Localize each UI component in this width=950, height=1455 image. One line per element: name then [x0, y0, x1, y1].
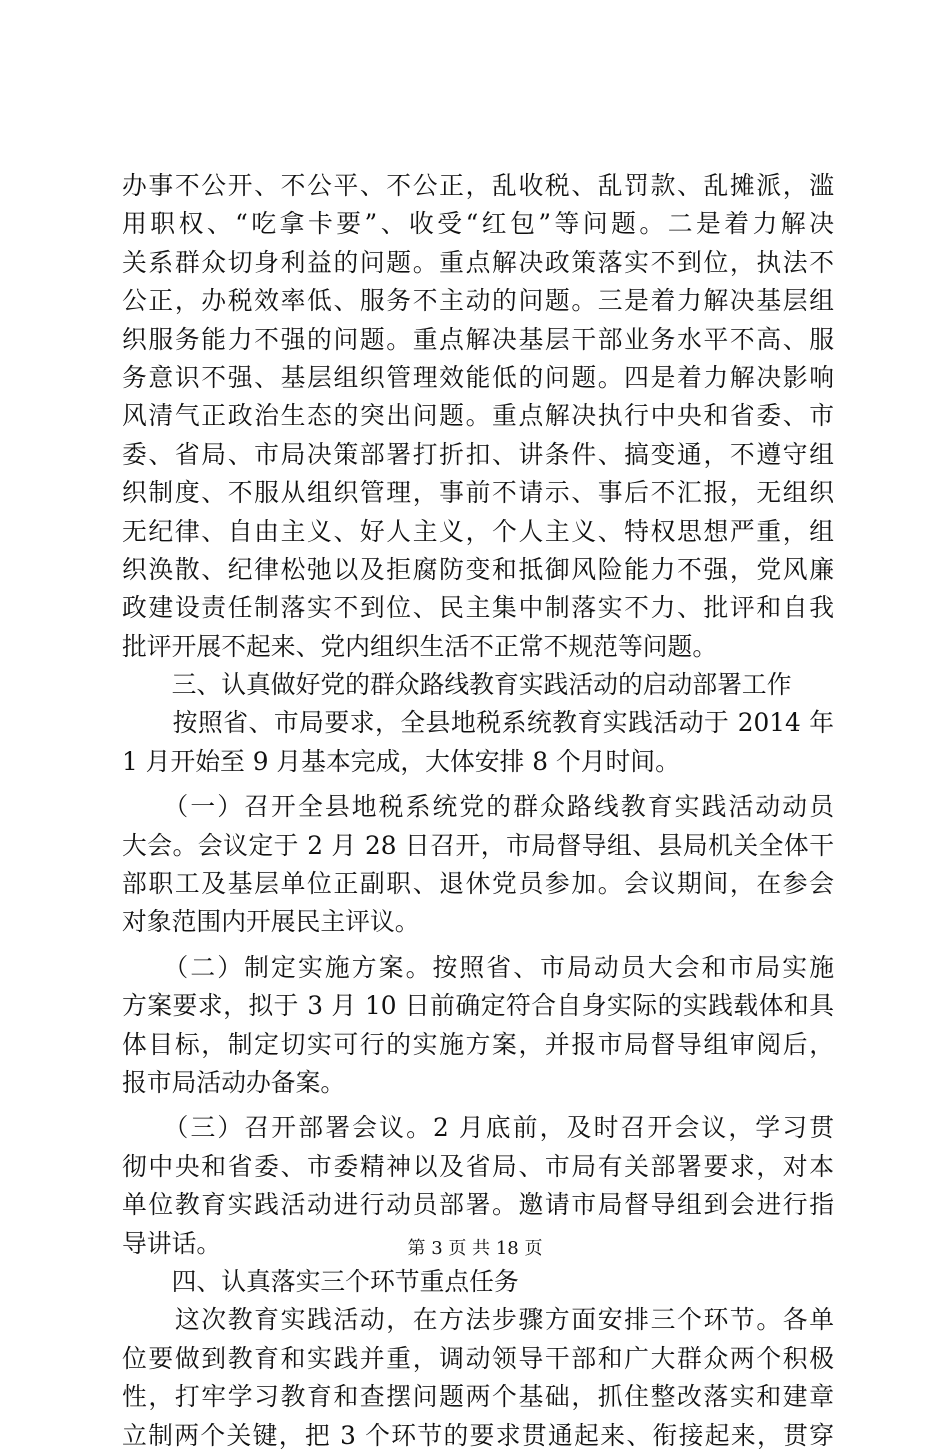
text-line: 按照省、市局要求，全县地税系统教育实践活动于 2014 年 — [122, 708, 834, 738]
section-heading: 四、认真落实三个环节重点任务 — [122, 1266, 519, 1296]
text-line: 委、省局、市局决策部署打折扣、讲条件、搞变通，不遵守组 — [122, 439, 834, 469]
text-line: 风清气正政治生态的突出问题。重点解决执行中央和省委、市 — [122, 401, 834, 431]
text-line: 织涣散、纪律松弛以及拒腐防变和抵御风险能力不强，党风廉 — [122, 554, 834, 584]
text-line: 单位教育实践活动进行动员部署。邀请市局督导组到会进行指 — [122, 1190, 834, 1220]
text-line: 公正，办税效率低、服务不主动的问题。三是着力解决基层组 — [122, 286, 834, 316]
text-line: 1 月开始至 9 月基本完成，大体安排 8 个月时间。 — [122, 746, 680, 776]
text-line: 部职工及基层单位正副职、退休党员参加。会议期间，在参会 — [122, 869, 834, 899]
text-line: （一）召开全县地税系统党的群众路线教育实践活动动员 — [122, 792, 834, 822]
text-line: 无纪律、自由主义、好人主义，个人主义、特权思想严重，组 — [122, 516, 834, 546]
body-text — [122, 167, 834, 1455]
text-line: 体目标，制定切实可行的实施方案，并报市局督导组审阅后， — [122, 1029, 834, 1059]
text-line: 性，打牢学习教育和查摆问题两个基础，抓住整改落实和建章 — [122, 1382, 834, 1412]
text-line: 方案要求，拟于 3 月 10 日前确定符合自身实际的实践载体和具 — [122, 991, 834, 1021]
text-line: （二）制定实施方案。按照省、市局动员大会和市局实施 — [122, 952, 834, 982]
text-line: 办事不公开、不公平、不公正，乱收税、乱罚款、乱摊派，滥 — [122, 171, 834, 200]
text-line: 用职权、“吃拿卡要”、收受“红包”等问题。二是着力解决 — [122, 209, 834, 239]
paragraph-gap — [122, 942, 834, 949]
section-heading: 三、认真做好党的群众路线教育实践活动的启动部署工作 — [122, 670, 792, 700]
text-line: 关系群众切身利益的问题。重点解决政策落实不到位，执法不 — [122, 247, 834, 277]
page-number: 第 3 页 共 18 页 — [407, 1238, 543, 1259]
text-line: 批评开展不起来、党内组织生活不正常不规范等问题。 — [122, 631, 718, 661]
text-line: 立制两个关键，把 3 个环节的要求贯通起来、衔接起来，贯穿 — [122, 1420, 834, 1450]
paragraph-gap — [122, 1102, 834, 1109]
text-line: 位要做到教育和实践并重，调动领导干部和广大群众两个积极 — [122, 1343, 834, 1373]
text-line: 大会。会议定于 2 月 28 日召开，市局督导组、县局机关全体干 — [122, 830, 834, 860]
text-line: 导讲话。 — [122, 1228, 222, 1258]
paragraph-gap — [122, 781, 834, 788]
text-line: 彻中央和省委、市委精神以及省局、市局有关部署要求，对本 — [122, 1151, 834, 1181]
text-line: 织制度、不服从组织管理，事前不请示、事后不汇报，无组织 — [122, 478, 834, 508]
text-line: 对象范围内开展民主评议。 — [122, 907, 420, 937]
text-line: 这次教育实践活动，在方法步骤方面安排三个环节。各单 — [122, 1305, 834, 1335]
text-line: 织服务能力不强的问题。重点解决基层干部业务水平不高、服 — [122, 324, 834, 354]
text-line: 务意识不强、基层组织管理效能低的问题。四是着力解决影响 — [122, 362, 834, 392]
text-line: （三）召开部署会议。2 月底前，及时召开会议，学习贯 — [122, 1113, 834, 1143]
text-line: 政建设责任制落实不到位、民主集中制落实不力、批评和自我 — [122, 593, 834, 623]
text-line: 报市局活动办备案。 — [122, 1067, 346, 1097]
